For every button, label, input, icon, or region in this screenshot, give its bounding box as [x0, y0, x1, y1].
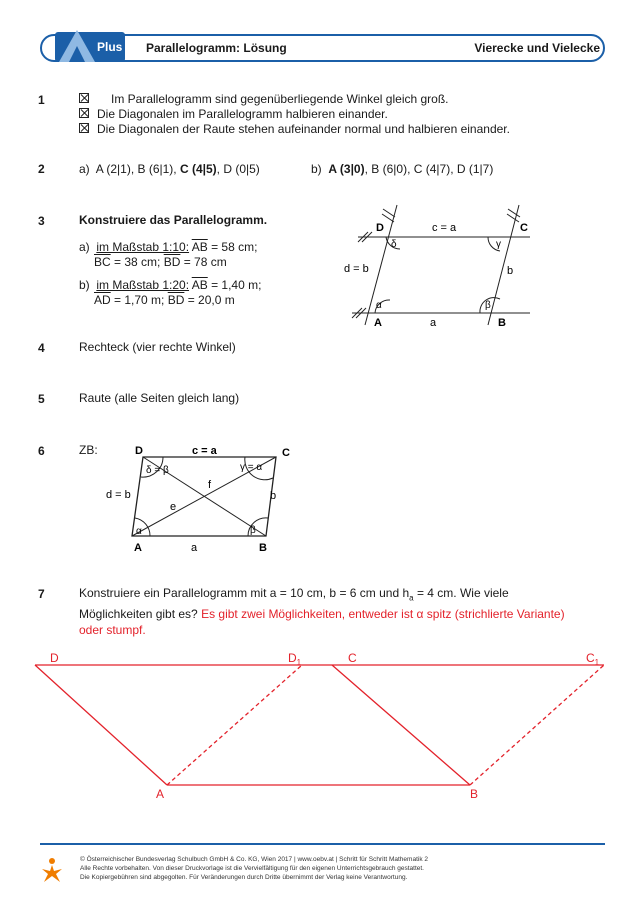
side-label-a: a [191, 542, 198, 554]
task-2-number: 2 [38, 162, 45, 176]
angle-label-alpha: α [136, 526, 142, 537]
side-label-b: b [270, 490, 277, 502]
side-label-d: d = b [106, 489, 131, 501]
task-1-list [79, 92, 510, 137]
vertex-label-c: C [282, 447, 290, 459]
vertex-label-b: B [259, 542, 267, 554]
task-2a-answer: a) A (2|1), B (6|1), C (4|5), D (0|5) [79, 162, 260, 176]
angle-label-delta: δ = β [146, 465, 169, 476]
task-7-answer: Es gibt zwei Möglichkeiten, entweder ist α spitz (strichlierte Variante) oder stumpf. [79, 607, 565, 638]
task-7-text: Konstruiere ein Parallelogramm mit a = 10 cm, b = 6 cm und $h_a = 4$ cm. Wie viele Möglichkeiten gibt es? Es gibt zwei Möglichkeiten, entweder ist α spitz (strichlierte Variante) oder stumpf. [79, 586, 565, 638]
task-3-parallelogram-figure [340, 195, 540, 335]
vertex-label-c: C [520, 222, 528, 234]
vertex-label-d: D [376, 222, 384, 234]
task-3-number: 3 [38, 214, 45, 228]
task-1-item: Im Parallelogramm sind gegenüberliegende Winkel gleich groß. [79, 92, 510, 107]
task-5-number: 5 [38, 392, 45, 406]
side-label-c: c = a [432, 222, 457, 234]
angle-label-delta: δ [391, 239, 397, 250]
chapter-topic: Vierecke und Vielecke [474, 41, 600, 55]
task-1-item: Die Diagonalen der Raute stehen aufeinander normal und halbieren einander. [79, 122, 510, 137]
publisher-logo-icon [40, 857, 64, 883]
task-3-heading: Konstruiere das Parallelogramm. [79, 213, 268, 227]
task-1-number: 1 [38, 93, 45, 107]
plus-badge-text: Plus [97, 40, 123, 54]
task-7-number: 7 [38, 587, 45, 601]
side-label-b: b [507, 265, 514, 277]
task-7-construction-figure [0, 640, 640, 800]
task-5-answer: Raute (alle Seiten gleich lang) [79, 391, 240, 405]
task-4-number: 4 [38, 341, 45, 355]
angle-label-alpha: α [376, 300, 382, 311]
checkbox-checked-icon [79, 123, 89, 133]
task-3a-text: a) im Maßstab 1:10: $\overline{AB} = 58$ cm; $\overline{BC} = 38$ cm; $\overline{BD} = 78$ cm [79, 240, 258, 269]
side-label-c: c = a [192, 445, 217, 457]
vertex-label-d: D [50, 651, 59, 665]
footer-copyright: © Österreichischer Bundesverlag Schulbuch GmbH & Co. KG, Wien 2017 | www.oebv.at | Schritt für Schritt Mathematik 2 Alle Rechte vorbehalten. Von dieser Druckvorlage ist die Vervielfältigung für den eigenen Unterrichtsgebrauch gestattet. Die Kopiergebühren sind abgegolten. Für Veränderungen durch Dritte übernimmt der Verlag keine Verantwortung. [80, 856, 428, 881]
side-label-d: d = b [344, 263, 369, 275]
page-title: Parallelogramm: Lösung [146, 41, 287, 55]
task-6-prefix: ZB: [79, 443, 98, 457]
task-1-item: Die Diagonalen im Parallelogramm halbieren einander. [79, 107, 510, 122]
task-6-parallelogram-figure [100, 440, 300, 560]
angle-label-beta: β [250, 525, 256, 536]
vertex-label-c1: $C_1$ [586, 651, 600, 667]
task-2b-answer: b) A (3|0), B (6|0), C (4|7), D (1|7) [311, 162, 494, 176]
task-4-answer: Rechteck (vier rechte Winkel) [79, 340, 236, 354]
angle-label-gamma: γ = α [240, 462, 263, 473]
vertex-label-c: C [348, 651, 357, 665]
checkbox-checked-icon [79, 93, 89, 103]
angle-label-beta: β [485, 300, 491, 311]
plus-logo [55, 26, 130, 68]
diagonal-label-f: f [208, 479, 212, 491]
vertex-label-a: A [374, 317, 382, 329]
task-3b-text: b) im Maßstab 1:20: $\overline{AB} = 1,40$ m; $\overline{AD} = 1,70$ m; $\overline{BD} = 20,0$ m [79, 278, 262, 307]
vertex-label-a: A [134, 542, 142, 554]
vertex-label-a: A [156, 787, 165, 800]
vertex-label-b: B [498, 317, 506, 329]
diagonal-label-e: e [170, 501, 177, 513]
vertex-label-d: D [135, 445, 143, 457]
footer-divider [40, 843, 605, 845]
angle-label-gamma: γ [496, 239, 501, 250]
vertex-label-d1: $D_1$ [288, 651, 302, 667]
vertex-label-b: B [470, 787, 479, 800]
checkbox-checked-icon [79, 108, 89, 118]
task-6-number: 6 [38, 444, 45, 458]
side-label-a: a [430, 317, 437, 329]
